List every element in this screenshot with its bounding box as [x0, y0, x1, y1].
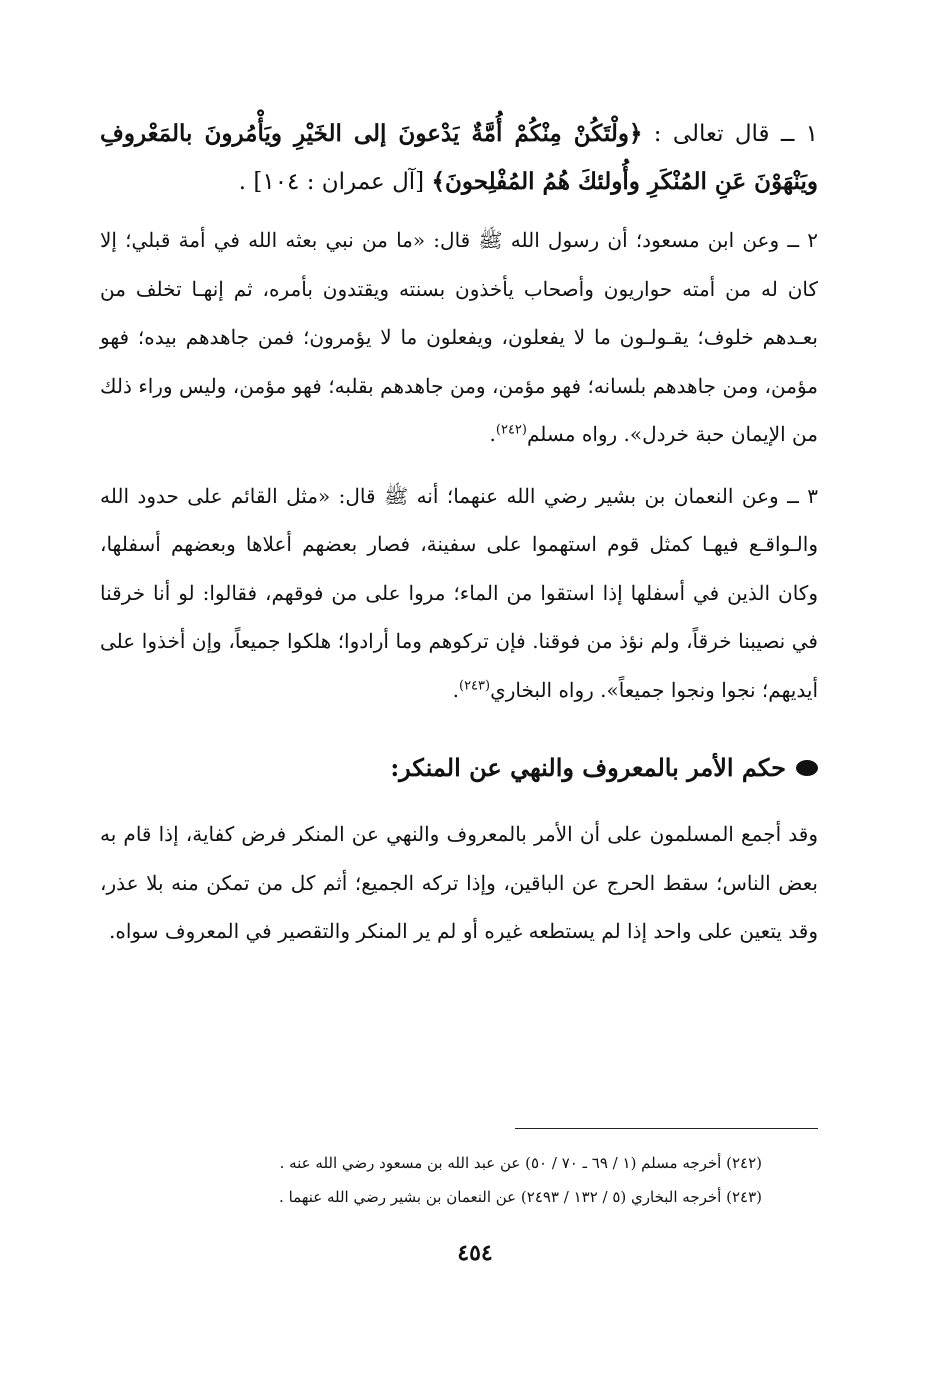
section-heading	[100, 748, 818, 788]
item-1-intro: ١ ــ قال تعالى :	[642, 121, 818, 147]
page-body	[100, 110, 818, 956]
footnote-divider	[515, 1128, 818, 1129]
footnotes	[100, 1146, 762, 1214]
footnote-242: (٢٤٢) أخرجه مسلم (١ / ٦٩ ـ ٧٠ / ٥٠) عن عبد الله بن مسعود رضي الله عنه .	[279, 1154, 762, 1172]
quran-verse-paragraph	[100, 110, 818, 206]
hadith-2-end: .	[489, 422, 496, 446]
bullet-icon	[796, 760, 818, 776]
hadith-2-text: ٢ ــ وعن ابن مسعود؛ أن رسول الله ﷺ قال: «ما من نبي بعثه الله في أمة قبلي؛ إلا كان له من أمته حواريون وأصحاب يأخذون بسنته ويقتدون بأمره، ثم إنهـا تخلف من بعـدهم خلوف؛ يقـولـون ما لا يفعلون، ويفعلون ما لا يؤمرون؛ فمن جاهدهم بيده؛ فهو مؤمن، ومن جاهدهم بلسانه؛ فهو مؤمن، ومن جاهدهم بقلبه؛ فهو مؤمن، وليس وراء ذلك من الإيمان حبة خردل». رواه مسلم	[100, 228, 818, 446]
hadith-paragraph-2	[100, 216, 818, 459]
verse-citation: [آل عمران : ١٠٤] .	[238, 169, 432, 195]
hadith-3-end: .	[452, 677, 459, 702]
footnote-243: (٢٤٣) أخرجه البخاري (٥ / ١٣٢ / ٢٤٩٣) عن النعمان بن بشير رضي الله عنهما .	[279, 1188, 762, 1206]
quran-verse-text: ﴿ولْتَكُنْ مِنْكُمْ أُمَّةٌ يَدْعونَ إلى الخَيْرِ ويَأْمُرونَ بالمَعْروفِ ويَنْهَوْنَ عَنِ المُنْكَرِ وأُولئكَ هُمُ المُفْلِحونَ﴾	[100, 120, 818, 195]
footnote-ref-243: (٢٤٣)	[458, 677, 491, 693]
ruling-paragraph: وقد أجمع المسلمون على أن الأمر بالمعروف والنهي عن المنكر فرض كفاية، إذا قام به بعض الناس؛ سقط الحرج عن الباقين، وإذا تركه الجميع؛ أثم كل من تمكن منه بلا عذر، وقد يتعين على واحد إذا لم يستطعه غيره أو لم ير المنكر والتقصير في المعروف سواه.	[100, 822, 818, 943]
section-heading-text: حكم الأمر بالمعروف والنهي عن المنكر:	[390, 753, 786, 782]
footnote-ref-242: (٢٤٢)	[495, 422, 527, 438]
hadith-paragraph-3	[100, 472, 818, 715]
page-number: ٤٥٤	[457, 1240, 493, 1266]
hadith-3-text: ٣ ــ وعن النعمان بن بشير رضي الله عنهما؛ أنه ﷺ قال: «مثل القائم على حدود الله والـواقـع فيهـا كمثل قوم استهموا على سفينة، فصار بعضهم أعلاها وبعضهم أسفلها، وكان الذين في أسفلها إذا استقوا من الماء؛ مروا على من فوقهم، فقالوا: لو أنا خرقنا في نصيبنا خرقاً، ولم نؤذ من فوقنا. فإن تركوهم وما أرادوا؛ هلكوا جميعاً، وإن أخذوا على أيديهم؛ نجوا ونجوا جميعاً». رواه البخاري	[100, 483, 818, 702]
